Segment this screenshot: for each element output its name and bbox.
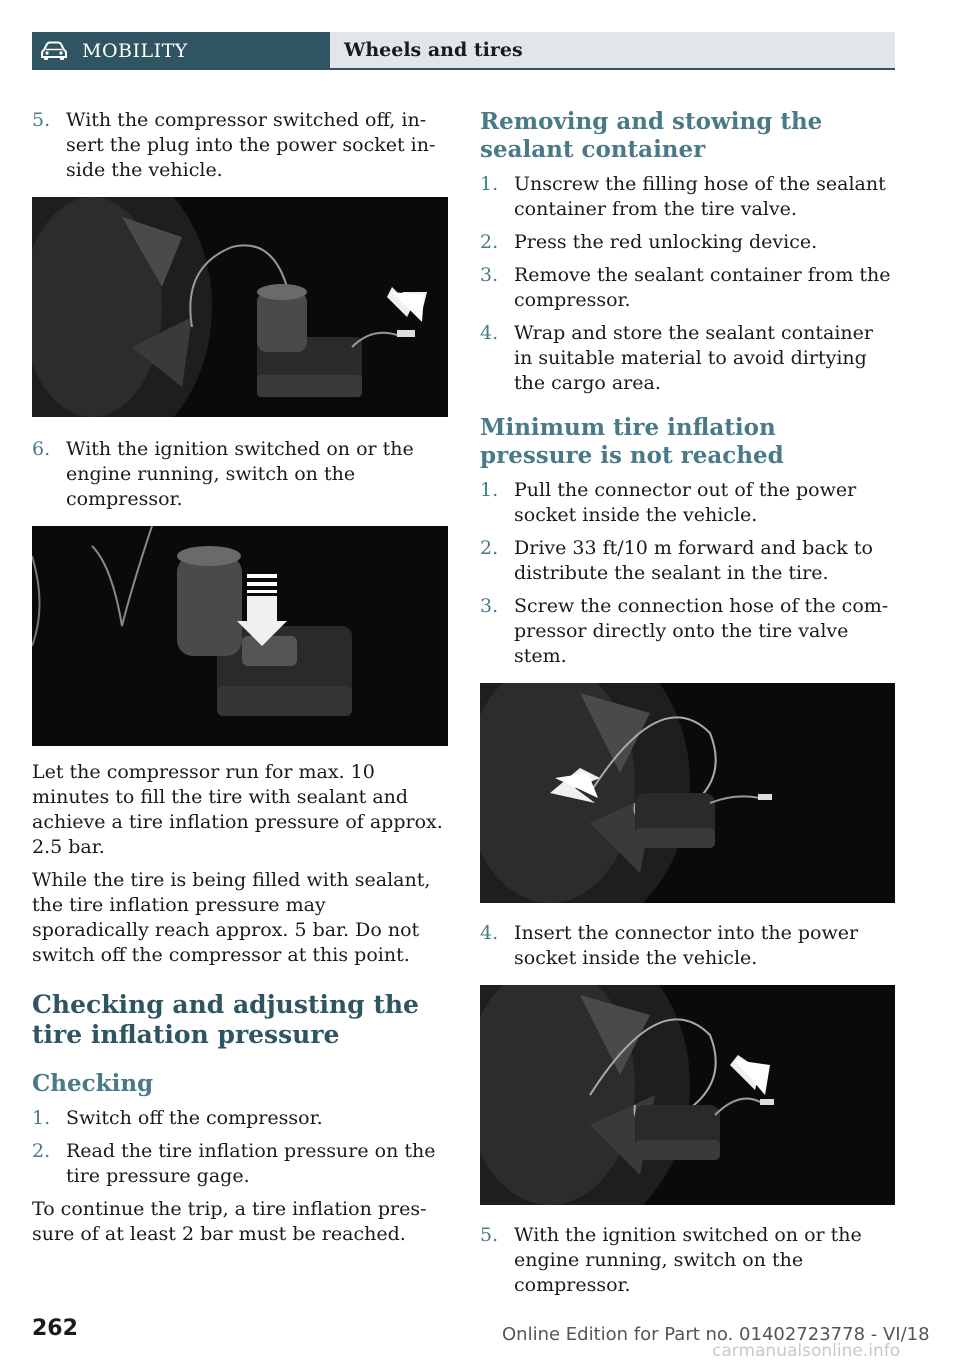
- step-item: [32, 108, 448, 183]
- section-title: MOBILITY: [82, 40, 188, 62]
- watermark: carmanualsonline.info: [712, 1341, 901, 1361]
- step-item: [480, 478, 895, 528]
- step-item: [32, 1106, 448, 1131]
- step-item: [32, 437, 448, 512]
- subheading: Checking: [32, 1070, 154, 1097]
- step-text: With the compressor switched off, insert the plug into the power socket inside the vehicle.: [66, 109, 436, 181]
- step-item: [480, 594, 895, 669]
- step-number: 1.: [480, 479, 499, 501]
- paragraph: To continue the trip, a tire inflation pressure of at least 2 bar must be reached.: [32, 1198, 427, 1245]
- step-number: 1.: [32, 1107, 51, 1129]
- section-heading: Checking and adjusting the tire inflation pressure: [32, 990, 419, 1049]
- page-number: 262: [32, 1316, 78, 1341]
- step-number: 2.: [480, 231, 499, 253]
- step-number: 3.: [480, 595, 499, 617]
- step-item: [480, 536, 895, 586]
- step-number: 5.: [480, 1224, 499, 1246]
- paragraph: While the tire is being filled with sealant, the tire inflation pressure may sporadically reach approx. 5 bar. Do not switch off the compressor at this point.: [32, 869, 431, 966]
- step-number: 2.: [32, 1140, 51, 1162]
- figure-compressor-switch: [32, 526, 448, 746]
- chapter-header: [330, 32, 895, 70]
- step-text: Switch off the compressor.: [66, 1107, 323, 1129]
- step-number: 3.: [480, 264, 499, 286]
- step-text: Insert the connector into the power socket inside the vehicle.: [514, 922, 859, 969]
- step-number: 1.: [480, 173, 499, 195]
- figure-hose-valve: [480, 683, 895, 903]
- step-text: Pull the connector out of the power socket inside the vehicle.: [514, 479, 857, 526]
- section-header: [32, 32, 330, 70]
- edition-footer: Online Edition for Part no. 01402723778 - VI/18: [502, 1324, 930, 1345]
- step-number: 2.: [480, 537, 499, 559]
- step-number: 4.: [480, 322, 499, 344]
- paragraph: Let the compressor run for max. 10 minutes to fill the tire with sealant and achieve a tire inflation pressure of approx. 2.5 bar.: [32, 761, 443, 858]
- step-number: 5.: [32, 109, 51, 131]
- step-item: [480, 1223, 895, 1298]
- step-text: With the ignition switched on or the engine running, switch on the compressor.: [514, 1224, 862, 1296]
- figure-compressor-plug: [32, 197, 448, 417]
- right-column: [480, 108, 895, 1306]
- step-text: Screw the connection hose of the compressor directly onto the tire valve stem.: [514, 595, 889, 667]
- car-front-icon: [40, 41, 68, 61]
- step-text: Unscrew the filling hose of the sealant container from the tire valve.: [514, 173, 886, 220]
- step-text: Wrap and store the sealant container in suitable material to avoid dirtying the cargo area.: [514, 322, 873, 394]
- step-text: Press the red unlocking device.: [514, 231, 818, 253]
- step-item: [32, 1139, 448, 1189]
- step-item: [480, 321, 895, 396]
- step-text: Drive 33 ft/10 m forward and back to distribute the sealant in the tire.: [514, 537, 873, 584]
- step-item: [480, 263, 895, 313]
- step-number: 6.: [32, 438, 51, 460]
- subheading: Removing and stowing the sealant container: [480, 108, 823, 163]
- chapter-title: Wheels and tires: [344, 39, 523, 61]
- subheading: Minimum tire inflation pressure is not reached: [480, 414, 784, 469]
- step-text: With the ignition switched on or the engine running, switch on the compressor.: [66, 438, 414, 510]
- left-column: [32, 108, 448, 1255]
- step-text: Read the tire inflation pressure on the tire pressure gage.: [66, 1140, 436, 1187]
- step-item: [480, 921, 895, 971]
- step-item: [480, 172, 895, 222]
- step-item: [480, 230, 895, 255]
- figure-connector-socket: [480, 985, 895, 1205]
- step-number: 4.: [480, 922, 499, 944]
- step-text: Remove the sealant container from the compressor.: [514, 264, 891, 311]
